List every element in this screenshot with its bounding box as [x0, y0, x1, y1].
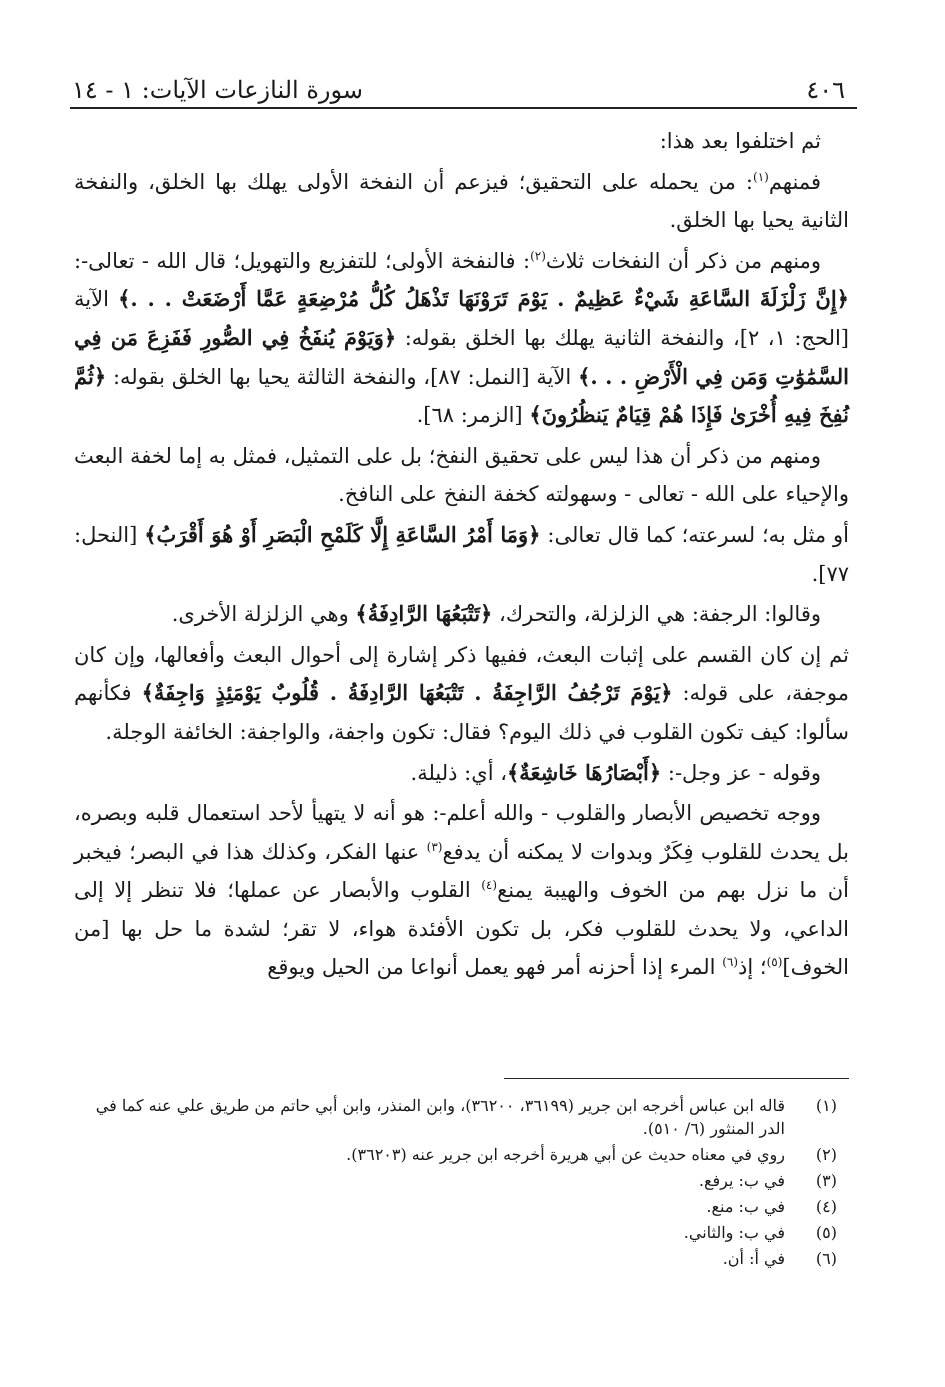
- footnote-ref-1[interactable]: (١): [753, 169, 769, 184]
- paragraph-2: فمنهم$^{(١)}$: من يحمله على التحقيق؛ فيزعم أن النفخة الأولى يهلك بها الخلق، والنفخة الثانية يحيا بها الخلق.: [74, 169, 849, 233]
- footnote-item: [74, 1221, 837, 1244]
- paragraph-9: ووجه تخصيص الأبصار والقلوب - والله أعلم-: هو أنه لا يتهيأ لأحد استعمال قلبه وبصره، بل يحدث للقلوب فِكَرٌ وبدوات لا يمكنه أن يدفع$^{(٣)}$ عنها الفكر، وكذلك هذا في البصر؛ فيخبر أن ما نزل بهم من الخوف والهيبة يمنع$^{(٤)}$ القلوب والأبصار عن عملها؛ فلا تنظر إلا إلى الداعي، ولا يحدث للقلوب فكر، بل تكون الأفئدة هواء، لا تقر؛ لشدة ما حل بها [من الخوف]$^{(٥)}$؛ إذ$^{(٦)}$ المرء إذا أحزنه أمر فهو يعمل أنواعا من الحيل ويوقع: [74, 801, 850, 980]
- paragraph-8: وقوله - عز وجل-: ﴿أَبْصَارُهَا خَاشِعَةٌ﴾، أي: ذليلة.: [410, 759, 821, 785]
- footnote-item: [74, 1143, 837, 1166]
- running-title: سورة النازعات الآيات: ١ - ١٤: [72, 76, 363, 104]
- paragraph-4: ومنهم من ذكر أن هذا ليس على تحقيق النفخ؛ بل على التمثيل، فمثل به إما لخفة البعث والإحياء على الله - تعالى - وسهولته كخفة النفخ على النافخ.: [74, 443, 849, 507]
- quran-verse: ﴿تَتْبَعُهَا الرَّادِفَةُ﴾: [355, 601, 493, 627]
- footnote-ref-4[interactable]: (٤): [481, 878, 498, 893]
- footnote-number: (٤): [815, 1197, 837, 1216]
- paragraph-5: أو مثل به؛ لسرعته؛ كما قال تعالى: ﴿وَمَا أَمْرُ السَّاعَةِ إِلَّا كَلَمْحِ الْبَصَرِ أَوْ هُوَ أَقْرَبُ﴾ [النحل: ٧٧].: [74, 521, 849, 586]
- page-header: [72, 62, 845, 102]
- footnote-ref-2[interactable]: (٢): [530, 248, 546, 263]
- footnote-number: (١): [815, 1096, 837, 1115]
- footnote-ref-6[interactable]: (٦): [722, 955, 739, 970]
- header-divider: [70, 107, 857, 109]
- footnote-text: في ب: منع.: [706, 1197, 785, 1216]
- footnote-item: [74, 1247, 837, 1270]
- footnote-text: قاله ابن عباس أخرجه ابن جرير (٣٦١٩٩، ٣٦٢٠٠)، وابن المنذر، وابن أبي حاتم من طريق علي عنه كما في الدر المنثور (٦/ ٥١٠).: [95, 1096, 785, 1138]
- paragraph-1: ثم اختلفوا بعد هذا:: [659, 129, 821, 153]
- quran-verse: ﴿إِنَّ زَلْزَلَةَ السَّاعَةِ شَيْءٌ عَظِيمٌ . يَوْمَ تَرَوْنَهَا تَذْهَلُ كُلُّ مُرْضِعَةٍ عَمَّا أَرْضَعَتْ . . .﴾: [118, 286, 849, 312]
- footnote-ref-3[interactable]: (٣): [426, 839, 443, 854]
- paragraph-6: وقالوا: الرجفة: هي الزلزلة، والتحرك، ﴿تَتْبَعُهَا الرَّادِفَةُ﴾ وهي الزلزلة الأخرى.: [171, 601, 821, 627]
- main-text: [74, 122, 849, 989]
- footnote-item: [74, 1169, 837, 1192]
- quran-verse: ﴿وَيَوْمَ يُنفَخُ فِي الصُّورِ فَفَزِعَ مَن فِي السَّمَٰوَٰتِ وَمَن فِي الْأَرْضِ . . .﴾: [74, 324, 849, 389]
- quran-verse: ﴿ثُمَّ نُفِخَ فِيهِ أُخْرَىٰ فَإِذَا هُمْ قِيَامٌ يَنظُرُونَ﴾: [74, 363, 849, 428]
- paragraph-7: ثم إن كان القسم على إثبات البعث، ففيها ذكر إشارة إلى أحوال البعث وأفعالها، وإن كان موجفة، على قوله: ﴿يَوْمَ تَرْجُفُ الرَّاجِفَةُ . تَتْبَعُهَا الرَّادِفَةُ . قُلُوبٌ يَوْمَئِذٍ وَاجِفَةٌ﴾ فكأنهم سألوا: كيف تكون القلوب في ذلك اليوم؟ فقال: تكون واجفة، والواجفة: الخائفة الوجلة.: [74, 642, 849, 744]
- footnote-text: في أ: أن.: [722, 1249, 785, 1268]
- paragraph-3: ومنهم من ذكر أن النفخات ثلاث$^{(٢)}$: فالنفخة الأولى؛ للتفزيع والتهويل؛ قال الله - تعالى-: ﴿إِنَّ زَلْزَلَةَ السَّاعَةِ شَيْءٌ عَظِيمٌ . يَوْمَ تَرَوْنَهَا تَذْهَلُ كُلُّ مُرْضِعَةٍ عَمَّا أَرْضَعَتْ . . .﴾ الآية [الحج: ١، ٢]، والنفخة الثانية يهلك بها الخلق بقوله: ﴿وَيَوْمَ يُنفَخُ فِي الصُّورِ فَفَزِعَ مَن فِي السَّمَٰوَٰتِ وَمَن فِي الْأَرْضِ . . .﴾ الآية [النمل: ٨٧]، والنفخة الثالثة يحيا بها الخلق بقوله: ﴿ثُمَّ نُفِخَ فِيهِ أُخْرَىٰ فَإِذَا هُمْ قِيَامٌ يَنظُرُونَ﴾ [الزمر: ٦٨].: [74, 248, 850, 428]
- quran-verse: ﴿أَبْصَارُهَا خَاشِعَةٌ﴾: [506, 759, 662, 785]
- footnote-number: (٦): [815, 1249, 837, 1268]
- footnote-text: في ب: والثاني.: [683, 1223, 785, 1242]
- footnote-item: [74, 1094, 837, 1140]
- footnote-ref-5[interactable]: (٥): [766, 955, 783, 970]
- footnote-text: في ب: يرفع.: [698, 1171, 785, 1190]
- footnote-item: [74, 1195, 837, 1218]
- footnote-number: (٢): [815, 1145, 837, 1164]
- footnote-number: (٥): [815, 1223, 837, 1242]
- page-number: ٤٠٦: [806, 76, 845, 104]
- quran-verse: ﴿وَمَا أَمْرُ السَّاعَةِ إِلَّا كَلَمْحِ الْبَصَرِ أَوْ هُوَ أَقْرَبُ﴾: [144, 521, 541, 547]
- footnotes-list: [74, 1094, 837, 1273]
- footnote-divider: [504, 1078, 849, 1079]
- footnote-number: (٣): [815, 1171, 837, 1190]
- footnote-text: روي في معناه حديث عن أبي هريرة أخرجه ابن جرير عنه (٣٦٢٠٣).: [346, 1145, 785, 1164]
- quran-verse: ﴿يَوْمَ تَرْجُفُ الرَّاجِفَةُ . تَتْبَعُهَا الرَّادِفَةُ . قُلُوبٌ يَوْمَئِذٍ وَاجِفَةٌ﴾: [141, 680, 673, 706]
